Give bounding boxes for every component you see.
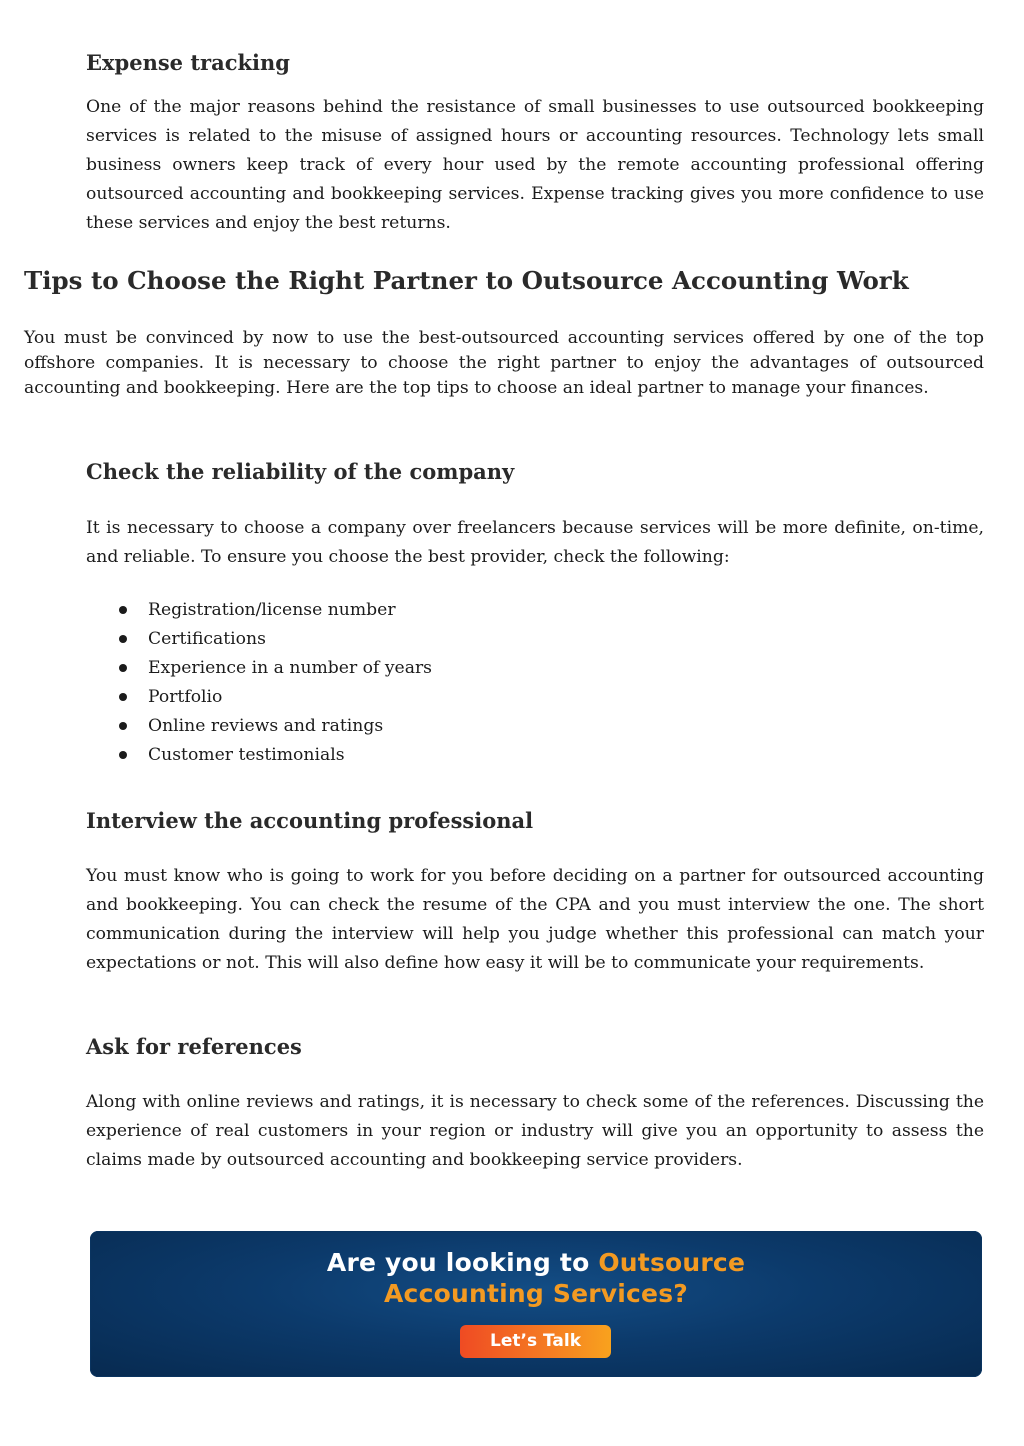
list-item — [86, 741, 432, 770]
list-item-label: Portfolio — [148, 687, 223, 707]
list-item-label: Registration/license number — [148, 600, 396, 620]
list-item-label: Online reviews and ratings — [148, 716, 384, 736]
lets-talk-button[interactable]: Let’s Talk — [460, 1325, 611, 1358]
list-item — [86, 683, 432, 712]
interview-heading: Interview the accounting professional — [86, 808, 534, 833]
reliability-heading: Check the reliability of the company — [86, 459, 515, 484]
banner-headline-accent: Outsource — [598, 1248, 746, 1277]
list-item-label: Experience in a number of years — [148, 658, 432, 678]
list-item — [86, 712, 432, 741]
checklist — [86, 596, 432, 770]
tips-paragraph: You must be convinced by now to use the best-outsourced accounting services offered by one of the top offshore companies. It is necessary to choose the right partner to enjoy the advantages of outsourced accounting and bookkeeping. Here are the top tips to choose an ideal partner to manage your finances. — [24, 328, 984, 398]
list-item-label: Certifications — [148, 629, 266, 649]
tips-heading: Tips to Choose the Right Partner to Outsource Accounting Work — [24, 266, 909, 295]
banner-headline-line1 — [90, 1248, 982, 1277]
list-item — [86, 596, 432, 625]
list-item — [86, 654, 432, 683]
cta-banner[interactable] — [90, 1231, 982, 1377]
banner-headline-white: Are you looking to — [326, 1248, 599, 1277]
list-item — [86, 625, 432, 654]
bullet-icon — [119, 606, 127, 614]
bullet-icon — [119, 693, 127, 701]
expense-tracking-heading: Expense tracking — [86, 50, 290, 75]
bullet-icon — [119, 664, 127, 672]
references-heading: Ask for references — [86, 1034, 302, 1059]
bullet-icon — [119, 751, 127, 759]
bullet-icon — [119, 722, 127, 730]
list-item-label: Customer testimonials — [148, 745, 345, 765]
expense-tracking-paragraph: One of the major reasons behind the resistance of small businesses to use outsourced bookkeeping services is related to the misuse of assigned hours or accounting resources. Technology lets small business owners keep track of every hour used by the remote accounting professional offering outsourced accounting and bookkeeping services. Expense tracking gives you more confidence to use these services and enjoy the best returns. — [86, 97, 984, 233]
interview-paragraph: You must know who is going to work for you before deciding on a partner for outsourced accounting and bookkeeping. You can check the resume of the CPA and you must interview the one. The short communication during the interview will help you judge whether this professional can match your expectations or not. This will also define how easy it will be to communicate your requirements. — [86, 866, 984, 973]
reliability-paragraph: It is necessary to choose a company over freelancers because services will be more definite, on-time, and reliable. To ensure you choose the best provider, check the following: — [86, 518, 984, 567]
banner-headline-line2: Accounting Services? — [384, 1279, 688, 1308]
references-paragraph: Along with online reviews and ratings, it is necessary to check some of the references. Discussing the experience of real customers in your region or industry will give you an opportunity to assess the claims made by outsourced accounting and bookkeeping service providers. — [86, 1092, 984, 1170]
bullet-icon — [119, 635, 127, 643]
